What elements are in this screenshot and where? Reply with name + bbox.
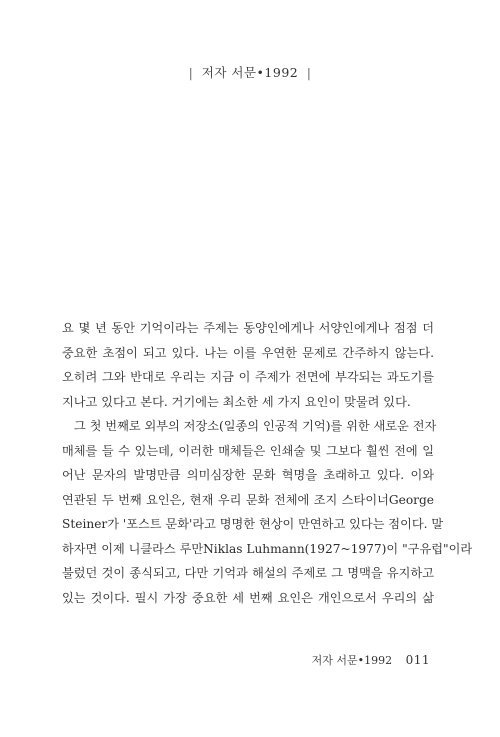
text-line: 지나고 있다고 본다. 거기에는 최소한 세 가지 요인이 맞물려 있다. [62, 394, 411, 409]
text-line: 있는 것이다. 필시 가장 중요한 세 번째 요인은 개인으로서 우리의 삶 [62, 590, 434, 605]
chapter-heading [0, 63, 500, 81]
text-line: 매체를 들 수 있는데, 이러한 매체들은 인쇄술 및 그보다 훨씬 전에 일 [62, 443, 434, 458]
page-number: 011 [405, 653, 430, 667]
text-line: Steiner가 '포스트 문화'라고 명명한 현상이 만연하고 있다는 점이다. 말 [62, 517, 444, 531]
text-line: 하자면 이제 니클라스 루만Niklas Luhmann(1927~1977)이 "구유럽"이라 [62, 541, 473, 556]
heading-right-bar: | [306, 65, 312, 80]
text-line: 그 첫 번째로 외부의 저장소(일종의 인공적 기억)를 위한 새로운 전자 [74, 419, 437, 433]
text-line: 중요한 초점이 되고 있다. 나는 이를 우연한 문제로 간주하지 않는다. [62, 345, 434, 360]
text-line: 불렀던 것이 종식되고, 다만 기억과 해설의 주제로 그 명맥을 유지하고 [62, 566, 434, 580]
text-line: 요 몇 년 동안 기억이라는 주제는 동양인에게나 서양인에게나 점점 더 [62, 321, 434, 335]
paragraph-2 [62, 414, 473, 610]
text-line: 어난 문자의 발명만큼 의미심장한 문화 혁명을 초래하고 있다. 이와 [62, 468, 434, 482]
running-title: 저자 서문•1992 [311, 654, 393, 667]
heading-left-bar: | [188, 65, 194, 80]
paragraph-1 [62, 316, 434, 414]
text-line: 연관된 두 번째 요인은, 현재 우리 문화 전체에 조지 스타이너George [62, 492, 434, 507]
body-text [62, 316, 473, 610]
page-footer [312, 652, 430, 668]
heading-title: 저자 서문•1992 [201, 65, 299, 80]
text-line: 오히려 그와 반대로 우리는 지금 이 주제가 전면에 부각되는 과도기를 [62, 370, 434, 384]
